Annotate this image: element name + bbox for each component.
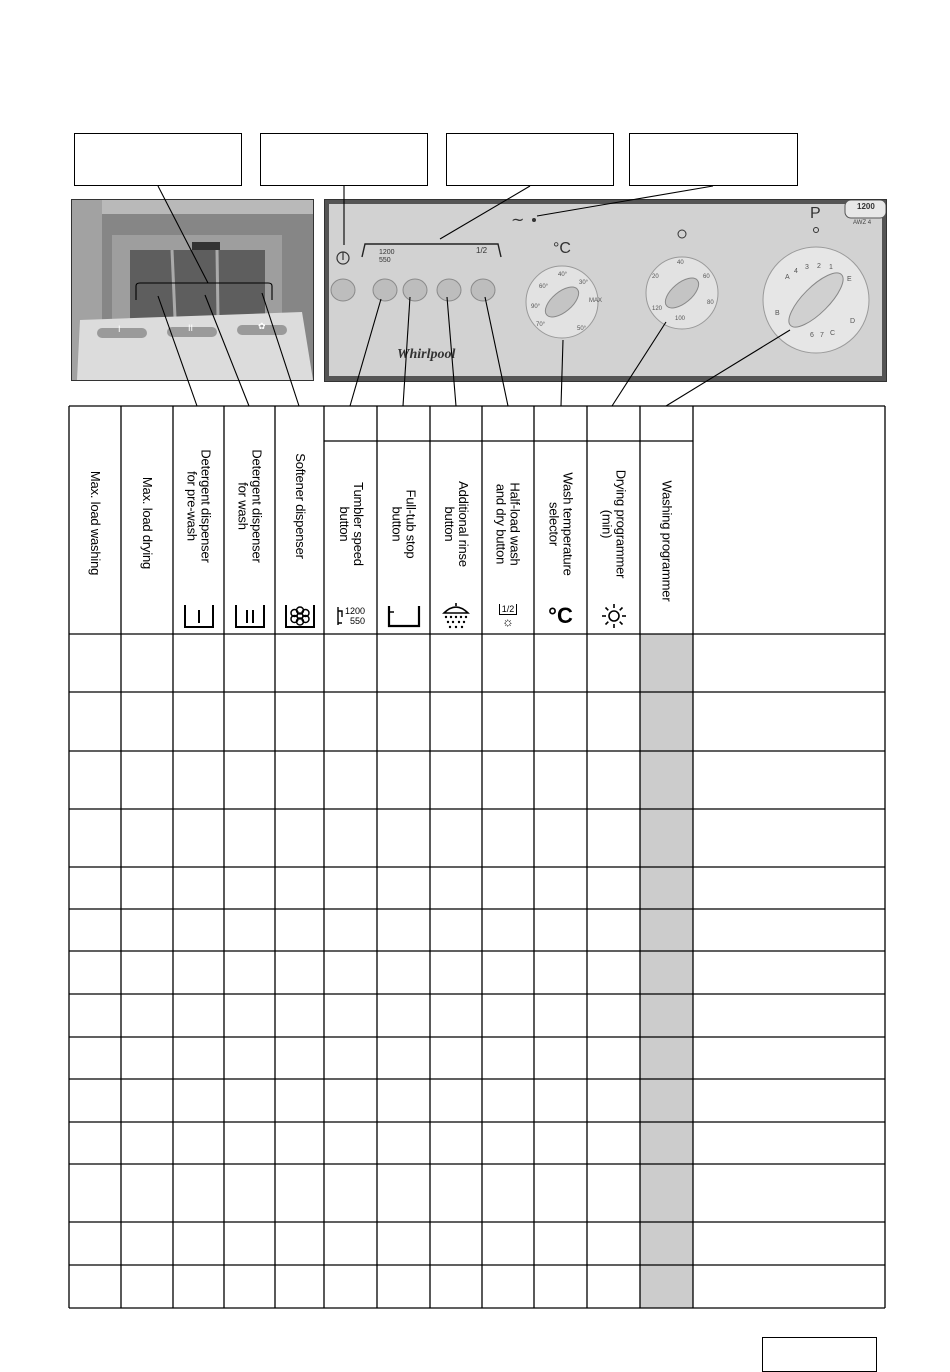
panel-speed-550: 550: [379, 257, 391, 264]
speed-1200-label: 1200: [344, 606, 366, 616]
softener-flower-icon: [275, 600, 324, 632]
panel-dry-tick-60: 60: [703, 274, 710, 280]
drying-sun-icon: [587, 600, 640, 632]
half-load-sun-icon: ☼: [502, 613, 514, 629]
panel-dry-tick-20: 20: [652, 274, 659, 280]
compartment-label-softener: ✿: [258, 321, 266, 331]
column-header-label: Detergent dispenser for pre-wash: [184, 449, 214, 563]
prewash-icon: [173, 600, 224, 632]
panel-dry-tick-40: 40: [677, 260, 684, 266]
panel-prog-tick-4: 4: [794, 268, 798, 275]
column-header-1: [121, 416, 173, 630]
column-header-6: [377, 451, 430, 596]
panel-temp-symbol: °C: [553, 240, 571, 257]
panel-temp-tick-30: 30°: [579, 280, 589, 286]
column-header-label: Softener dispenser: [292, 453, 308, 559]
column-header-3: [224, 416, 275, 596]
temp-symbol-text: °C: [548, 603, 573, 628]
column-header-label: Wash temperature selector: [546, 471, 576, 576]
panel-temp-tick-70: 70°: [536, 322, 546, 328]
panel-temp-tick-40: 40°: [558, 272, 568, 278]
column-header-11: [640, 451, 693, 630]
column-header-7: [430, 451, 482, 596]
wash-icon: [224, 600, 275, 632]
half-load-icon: [482, 600, 534, 632]
compartment-label-prewash: I: [118, 324, 121, 334]
column-header-label: Washing programmer: [659, 480, 675, 601]
panel-model-sub: AWZ 4: [853, 220, 872, 226]
panel-prog-tick-7: 7: [820, 332, 824, 339]
panel-prog-tick-2: 2: [817, 263, 821, 270]
panel-prog-tick-3: 3: [805, 264, 809, 271]
column-header-label: Detergent dispenser for wash: [235, 449, 265, 563]
column-header-label: Additional rinse button: [442, 480, 471, 567]
additional-rinse-icon: [430, 600, 482, 632]
panel-speed-1200: 1200: [379, 249, 395, 256]
half-load-text: 1/2: [499, 604, 518, 615]
panel-prog-tick-1: 1: [829, 264, 833, 271]
column-header-0: [69, 416, 121, 630]
column-header-label: Half-load wash and dry button: [494, 481, 523, 566]
panel-prog-tick-c: C: [830, 330, 836, 337]
column-header-label: Max. load drying: [140, 476, 155, 570]
compartment-label-wash: II: [188, 323, 194, 333]
column-header-2: [173, 416, 224, 596]
column-header-label: Tumbler speed button: [336, 481, 366, 566]
column-header-label: Drying programmer (min): [599, 469, 629, 578]
temperature-icon: [534, 600, 587, 632]
column-header-5: [324, 451, 377, 596]
column-header-label: Max. load washing: [88, 470, 103, 576]
column-header-8: [482, 451, 534, 596]
column-header-4: [275, 416, 324, 596]
panel-model-label: 1200: [857, 202, 875, 211]
svg-text:~: ~: [511, 210, 525, 229]
page-number-box: [762, 1337, 877, 1372]
panel-prog-tick-b: B: [775, 310, 780, 317]
panel-dry-tick-80: 80: [707, 300, 714, 306]
column-header-9: [534, 451, 587, 596]
panel-prog-tick-e: E: [847, 276, 852, 283]
tumbler-speed-icon: [324, 600, 377, 632]
panel-prog-tick-a: A: [785, 274, 790, 281]
full-tub-icon: [377, 600, 430, 632]
panel-program-label: P: [810, 205, 821, 222]
panel-temp-tick-90: 90°: [531, 304, 541, 310]
programmer-column-shade: [640, 634, 693, 1308]
panel-dry-tick-100: 100: [675, 316, 686, 322]
panel-temp-tick-max: MAX: [589, 298, 603, 304]
panel-temp-tick-60: 60°: [539, 284, 549, 290]
panel-prog-tick-d: D: [850, 318, 856, 325]
panel-half-load: 1/2: [476, 246, 488, 255]
speed-550-label: 550: [349, 616, 366, 626]
panel-temp-tick-50: 50°: [577, 326, 587, 332]
panel-dry-tick-120: 120: [652, 306, 663, 312]
column-header-label: Full-tub stop button: [389, 489, 419, 558]
panel-prog-tick-6: 6: [810, 332, 814, 339]
column-header-10: [587, 451, 640, 596]
brand-logo: Whirlpool: [397, 347, 456, 362]
